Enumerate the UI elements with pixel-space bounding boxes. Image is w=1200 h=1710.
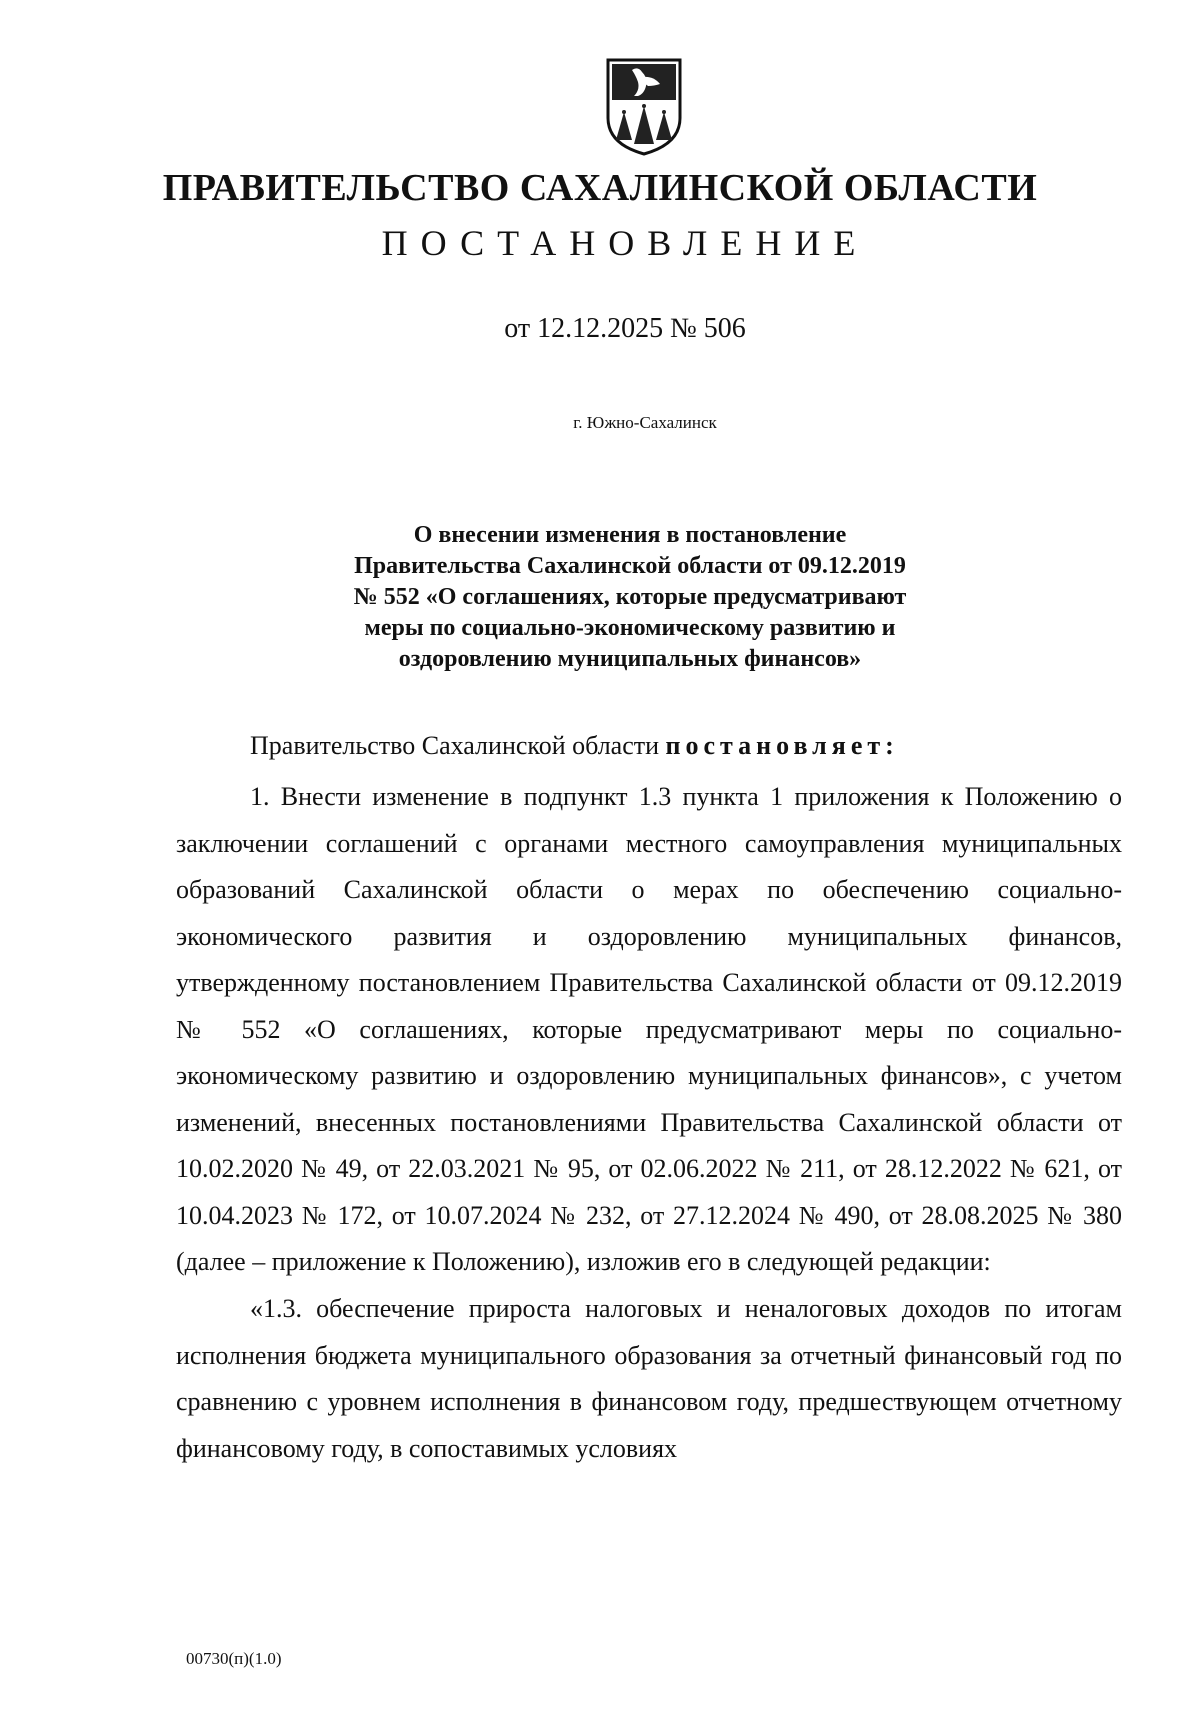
organization-title: ПРАВИТЕЛЬСТВО САХАЛИНСКОЙ ОБЛАСТИ bbox=[162, 167, 1038, 209]
paragraph-2-block bbox=[176, 1286, 1122, 1472]
document-date-number: от 12.12.2025 № 506 bbox=[504, 313, 746, 344]
footer-code: 00730(п)(1.0) bbox=[186, 1649, 282, 1668]
paragraph-1-block bbox=[176, 774, 1122, 1286]
subject-line: меры по социально-экономическому развитию и bbox=[364, 615, 896, 641]
subject-line: Правительства Сахалинской области от 09.12.2019 bbox=[354, 553, 906, 579]
intro-prefix: Правительство Сахалинской области bbox=[250, 731, 666, 760]
document-city: г. Южно-Сахалинск bbox=[573, 413, 717, 432]
paragraph-1: 1. Внести изменение в подпункт 1.3 пункта 1 приложения к Положению о заключении соглашений с органами местного самоуправления муниципальных образований Сахалинской области о мерах по обеспечению социально-экономического развития и оздоровлению муниципальных финансов, утвержденному постановлением Правительства Сахалинской области от 09.12.2019 № 552 «О соглашениях, которые предусматривают меры по социально-экономическому развитию и оздоровлению муниципальных финансов», с учетом изменений, внесенных постановлениями Правительства Сахалинской области от 10.02.2020 № 49, от 22.03.2021 № 95, от 02.06.2022 № 211, от 28.12.2022 № 621, от 10.04.2023 № 172, от 10.07.2024 № 232, от 27.12.2024 № 490, от 28.08.2025 № 380 (далее – приложение к Положению), изложив его в следующей редакции: bbox=[176, 782, 1122, 1276]
document-subject bbox=[250, 520, 1010, 675]
document-type: ПОСТАНОВЛЕНИЕ bbox=[381, 223, 869, 263]
subject-line: № 552 «О соглашениях, которые предусматривают bbox=[353, 584, 907, 610]
subject-line: О внесении изменения в постановление bbox=[413, 522, 847, 548]
sakhalin-coat-of-arms-icon bbox=[598, 56, 690, 156]
paragraph-2: «1.3. обеспечение прироста налоговых и неналоговых доходов по итогам исполнения бюджета муниципального образования за отчетный финансовый год по сравнению с уровнем исполнения в финансовом году, предшествующем отчетному финансовому году, в сопоставимых условиях bbox=[176, 1294, 1122, 1463]
subject-line: оздоровлению муниципальных финансов» bbox=[398, 646, 862, 672]
intro-emphasis: постановляет: bbox=[665, 731, 899, 760]
intro-line bbox=[250, 728, 899, 764]
